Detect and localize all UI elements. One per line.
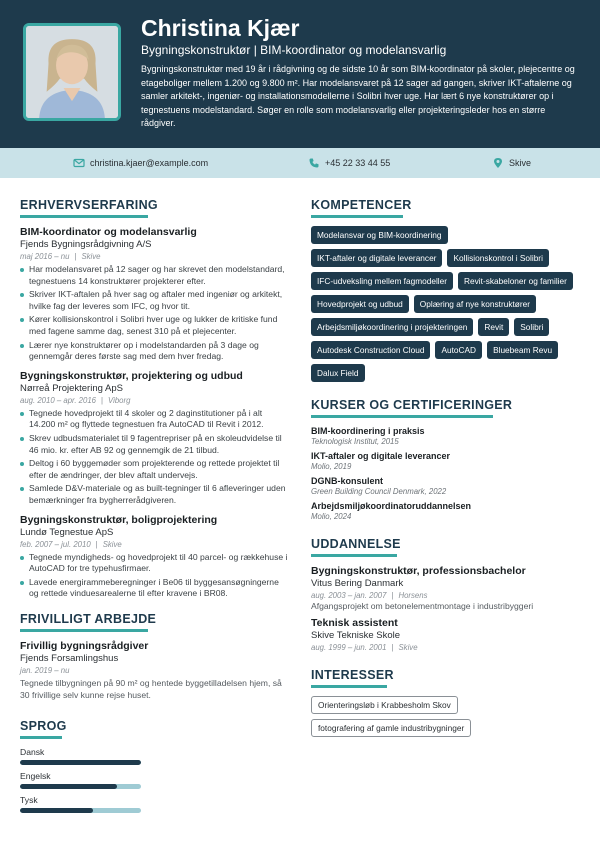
job-title: BIM-koordinator og modelansvarlig — [20, 226, 197, 238]
skill-tag: AutoCAD — [435, 341, 482, 359]
language-item — [20, 795, 290, 813]
section-rule — [311, 554, 397, 557]
map-pin-icon — [492, 157, 504, 169]
contact-email[interactable] — [73, 148, 208, 178]
education-location: Horsens — [398, 591, 428, 600]
skill-tag: Modelansvar og BIM-koordinering — [311, 226, 448, 244]
education-item — [311, 617, 581, 652]
volunteer-dates: jan. 2019 – nu — [20, 665, 70, 675]
profile-photo — [23, 23, 121, 121]
job-bullet: Har modelansvaret på 12 sager og har skrevet den modelstandard, tegnestuens 14 konstruktører projekterer efter. — [20, 264, 290, 287]
section-rule — [311, 215, 403, 218]
job-location: Viborg — [108, 395, 131, 405]
skills-section — [311, 196, 581, 382]
job-bullets — [20, 408, 290, 507]
contact-email-text: christina.kjaer@example.com — [90, 158, 209, 168]
contact-bar — [0, 148, 600, 178]
job-bullet: Lærer nye konstruktører op i modelstandarden på 3 dage og gennemgår deres første sag med dem hver fredag. — [20, 340, 290, 363]
language-level-bar — [20, 808, 141, 813]
language-item — [20, 747, 290, 765]
skill-tag: Bluebeam Revu — [487, 341, 558, 359]
contact-phone[interactable] — [308, 148, 390, 178]
education-location: Skive — [398, 643, 418, 652]
course-title: IKT-aftaler og digitale leverancer — [311, 451, 451, 461]
volunteer-organization: Fjends Forsamlingshus — [20, 652, 119, 664]
language-level-bar — [20, 760, 141, 765]
header — [0, 0, 600, 148]
section-title-skills: KOMPETENCER — [311, 198, 412, 212]
language-name: Engelsk — [20, 770, 51, 781]
courses-section — [311, 396, 581, 521]
education-dates: aug. 2003 – jan. 2007 — [311, 591, 387, 600]
job-bullets — [20, 264, 290, 363]
skill-tag: Solibri — [514, 318, 549, 336]
course-item — [311, 476, 581, 496]
interest-tag: Orienteringsløb i Krabbesholm Skov — [311, 696, 458, 714]
right-column — [311, 196, 581, 745]
education-institution: Vitus Bering Danmark — [311, 578, 404, 589]
course-meta: Molio, 2019 — [311, 462, 352, 471]
section-title-languages: SPROG — [20, 718, 67, 733]
interests-section — [311, 666, 581, 737]
job-organization: Nørreå Projektering ApS — [20, 382, 123, 394]
skill-tag: Autodesk Construction Cloud — [311, 341, 430, 359]
job-dates: maj 2016 – nu — [20, 252, 70, 261]
job-bullet: Skrev udbudsmaterialet til 9 fagentrepriser på en skoleudvidelse til 46 mio. kr. efter AB 92 og gennemgik de 21 tilbud. — [20, 433, 290, 456]
job-dates: aug. 2010 – apr. 2016 — [20, 395, 97, 405]
course-title: DGNB-konsulent — [311, 476, 383, 486]
education-section — [311, 535, 581, 652]
section-rule — [311, 685, 387, 688]
volunteer-role: Frivillig bygningsrådgiver — [20, 639, 149, 652]
job-title: Bygningskonstruktør, projektering og udbud — [20, 369, 243, 382]
envelope-icon — [73, 157, 85, 169]
education-title: Teknisk assistent — [311, 617, 398, 629]
profile-summary: Bygningskonstruktør med 19 år i rådgivning og de sidste 10 år som BIM-koordinator på skoler, plejecentre og etageboliger mellem 1.200 og 9.800 m². Har modelansvaret på 12 sager ad gangen, skriver IKT-aftalerne og samler arkitekt-, ingeniør- og installationsmodellerne i Solibri hver uge. Har lært 6 nye konstruktører op i tegnestuens modelstandard. Søger en rolle som modelansvarlig eller projekteringsleder hos en større rådgiver. — [141, 64, 575, 129]
section-rule — [20, 215, 148, 218]
course-item — [311, 501, 581, 521]
interest-tags — [311, 696, 581, 737]
education-description: Afgangsprojekt om betonelementmontage i industribyggeri — [311, 601, 534, 611]
skill-tag: Revit — [478, 318, 509, 336]
candidate-headline: Bygningskonstruktør | BIM-koordinator og modelansvarlig — [141, 43, 447, 57]
language-level-fill — [20, 808, 93, 813]
job-entry — [20, 370, 290, 507]
skill-tag: IFC-udveksling mellem fagmodeller — [311, 272, 453, 290]
profile-photo-image — [26, 26, 118, 118]
skill-tags — [311, 226, 581, 382]
section-title-interests: INTERESSER — [311, 668, 394, 682]
language-name: Dansk — [20, 746, 45, 757]
language-level-fill — [20, 784, 117, 789]
job-location: Skive — [102, 539, 122, 549]
section-rule — [311, 415, 493, 418]
languages-section — [20, 717, 290, 813]
education-title: Bygningskonstruktør, professionsbachelor — [311, 565, 526, 577]
section-title-courses: KURSER OG CERTIFICERINGER — [311, 398, 513, 412]
course-meta: Teknologisk Institut, 2015 — [311, 437, 399, 446]
job-bullet: Skriver IKT-aftalen på hver sag og aftaler med ingeniør og arkitekt, hvilke fag der leveres som IFC, og hvor tit. — [20, 289, 290, 312]
phone-icon — [308, 157, 320, 169]
contact-location — [492, 148, 531, 178]
section-rule — [20, 629, 148, 632]
left-column — [20, 196, 290, 819]
skill-tag: Kollisionskontrol i Solibri — [447, 249, 548, 267]
education-dates: aug. 1999 – jun. 2001 — [311, 643, 387, 652]
volunteer-section — [20, 610, 290, 701]
job-organization: Fjends Bygningsrådgivning A/S — [20, 239, 152, 250]
job-dates: feb. 2007 – jul. 2010 — [20, 539, 91, 549]
language-item — [20, 771, 290, 789]
language-name: Tysk — [20, 794, 38, 805]
job-bullet: Tegnede hovedprojekt til 4 skoler og 2 daginstitutioner på i alt 14.200 m² og flyttede tegnestuen fra AutoCAD til Revit i 2012. — [20, 408, 290, 431]
job-organization: Lundø Tegnestue ApS — [20, 526, 114, 538]
language-level-bar — [20, 784, 141, 789]
course-item — [311, 451, 581, 471]
job-meta: feb. 2007 – jul. 2010 | Skive — [20, 539, 122, 549]
skill-tag: Arbejdsmiljøkoordinering i projekteringen — [311, 318, 473, 336]
course-title: Arbejdsmiljøkoordinatoruddannelsen — [311, 501, 472, 511]
interest-tag: fotografering af gamle industribygninger — [311, 719, 471, 737]
job-entry — [20, 514, 290, 600]
education-item — [311, 565, 581, 611]
job-meta: maj 2016 – nu | Skive — [20, 252, 101, 261]
contact-location-text: Skive — [509, 158, 532, 168]
course-title: BIM-koordinering i praksis — [311, 426, 425, 436]
course-meta: Molio, 2024 — [311, 512, 352, 521]
volunteer-description: Tegnede tilbygningen på 90 m² og hentede byggetilladelsen hjem, så 30 frivillige selv kunne rejse huset. — [20, 677, 282, 700]
candidate-name: Christina Kjær — [141, 15, 300, 41]
job-bullets — [20, 552, 290, 600]
section-title-education: UDDANNELSE — [311, 537, 401, 551]
section-rule — [20, 736, 62, 739]
job-bullet: Samlede D&V-materiale og as built-tegninger til 6 afleveringer uden bemærkninger fra bygherrerådgiveren. — [20, 483, 290, 506]
job-bullet: Deltog i 60 byggemøder som projekterende og rettede projektet til efter de ændringer, der blev aftalt undervejs. — [20, 458, 290, 481]
course-item — [311, 426, 581, 446]
skill-tag: Dalux Field — [311, 364, 365, 382]
skill-tag: Hovedprojekt og udbud — [311, 295, 409, 313]
experience-section — [20, 196, 290, 600]
section-title-experience: ERHVERVSERFARING — [20, 198, 158, 212]
education-institution: Skive Tekniske Skole — [311, 630, 401, 641]
job-entry — [20, 226, 290, 363]
skill-tag: Oplæring af nye konstruktører — [414, 295, 536, 313]
job-meta: aug. 2010 – apr. 2016 | Viborg — [20, 395, 131, 405]
job-location: Skive — [81, 252, 101, 261]
course-meta: Green Building Council Denmark, 2022 — [311, 487, 447, 496]
education-meta: aug. 1999 – jun. 2001 | Skive — [311, 643, 418, 652]
section-title-volunteer: FRIVILLIGT ARBEJDE — [20, 611, 157, 626]
job-bullet: Lavede energirammeberegninger i Be06 til byggesansøgningerne og rettede vinduesarealerne til efter kravene i BR08. — [20, 577, 290, 600]
job-bullet: Tegnede myndigheds- og hovedprojekt til 40 parcel- og rækkehuse i AutoCAD for tre typehusfirmaer. — [20, 552, 290, 575]
education-meta: aug. 2003 – jan. 2007 | Horsens — [311, 591, 428, 600]
contact-phone-text: +45 22 33 44 55 — [325, 158, 391, 168]
job-title: Bygningskonstruktør, boligprojektering — [20, 513, 218, 526]
job-bullet: Kører kollisionskontrol i Solibri hver uge og lukker de kritiske fund med fagene samme dag, senest 310 på et plejecenter. — [20, 314, 290, 337]
language-level-fill — [20, 760, 141, 765]
skill-tag: Revit-skabeloner og familier — [458, 272, 573, 290]
skill-tag: IKT-aftaler og digitale leverancer — [311, 249, 442, 267]
